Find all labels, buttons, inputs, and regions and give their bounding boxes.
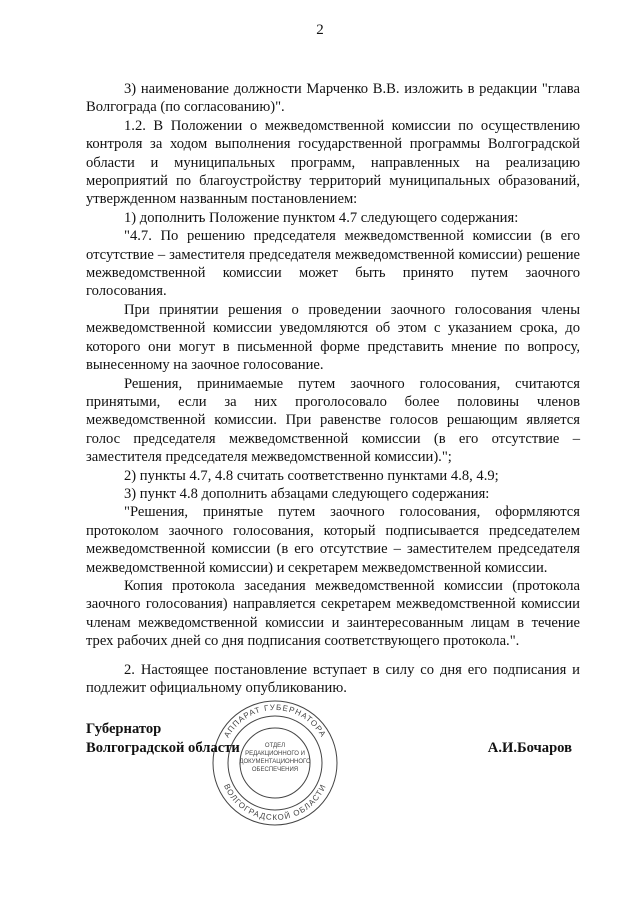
page-number: 2 [316, 22, 324, 38]
paragraph-item-3-title: 3) наименование должности Марченко В.В. изложить в редакции "глава Волгограда (по согласованию)". [86, 81, 580, 116]
paragraph-absentee-notice: При принятии решения о проведении заочного голосования члены межведомственной комиссии уведомляются об этом с указанием срока, до которого они могут в письменной форме представить мнение по вопросу, вынесенному на заочное голосование. [86, 301, 580, 374]
paragraph-item-3: 3) пункт 4.8 дополнить абзацами следующего содержания: [124, 485, 490, 502]
signatory-position [86, 720, 240, 758]
svg-text:РЕДАКЦИОННОГО И: РЕДАКЦИОННОГО И [245, 751, 305, 757]
svg-text:ДОКУМЕНТАЦИОННОГО: ДОКУМЕНТАЦИОННОГО [239, 759, 311, 765]
paragraph-item-2: 2) пункты 4.7, 4.8 считать соответственно пунктами 4.8, 4.9; [124, 467, 499, 484]
paragraph-protocol-copy: Копия протокола заседания межведомственной комиссии (протокола заочного голосования) направляется секретарем межведомственной комиссии членам межведомственной комиссии и заинтересованным лицам в течение трех рабочих дней со дня подписания соответствующего протокола.". [86, 577, 580, 650]
svg-text:АППАРАТ ГУБЕРНАТОРА: АППАРАТ ГУБЕРНАТОРА [222, 702, 328, 740]
signatory-position-line-1: Губернатор [86, 721, 162, 737]
svg-text:ОТДЕЛ: ОТДЕЛ [264, 743, 286, 749]
signatory-name: А.И.Бочаров [487, 740, 572, 756]
svg-text:ВОЛГОГРАДСКОЙ ОБЛАСТИ: ВОЛГОГРАДСКОЙ ОБЛАСТИ [222, 782, 328, 823]
paragraph-section-1-2: 1.2. В Положении о межведомственной комиссии по осуществлению контроля за ходом выполнения государственной программы Волгоградской области и муниципальных программ, направленных на реализацию мероприятий по благоустройству территорий муниципальных образований, утвержденном названным постановлением: [86, 117, 580, 208]
signatory-position-line-2: Волгоградской области [86, 740, 240, 756]
signature-block [86, 720, 580, 780]
paragraph-absentee-decisions: Решения, принимаемые путем заочного голосования, считаются принятыми, если за них проголосовало более половины членов межведомственной комиссии. При равенстве голосов решающим является голос председателя межведомственной комиссии (в его отсутствие – заместителя председателя межведомственной комиссии)."; [86, 375, 580, 466]
document-body [86, 80, 580, 697]
paragraph-item-1: 1) дополнить Положение пунктом 4.7 следующего содержания: [124, 209, 519, 226]
svg-text:ОБЕСПЕЧЕНИЯ: ОБЕСПЕЧЕНИЯ [251, 767, 299, 773]
paragraph-clause-4-7: "4.7. По решению председателя межведомственной комиссии (в его отсутствие – заместителя председателя межведомственной комиссии) решение межведомственной комиссии может быть принято путем заочного голосования. [86, 228, 580, 300]
paragraph-protocol-decisions: "Решения, принятые путем заочного голосования, оформляются протоколом заочного голосования, который подписывается председателем межведомственной комиссии (в его отсутствие – заместителем председателя межведомственной комиссии) и секретарем межведомственной комиссии. [86, 504, 580, 576]
paragraph-section-2: 2. Настоящее постановление вступает в силу со дня его подписания и подлежит официальному опубликованию. [86, 661, 580, 696]
